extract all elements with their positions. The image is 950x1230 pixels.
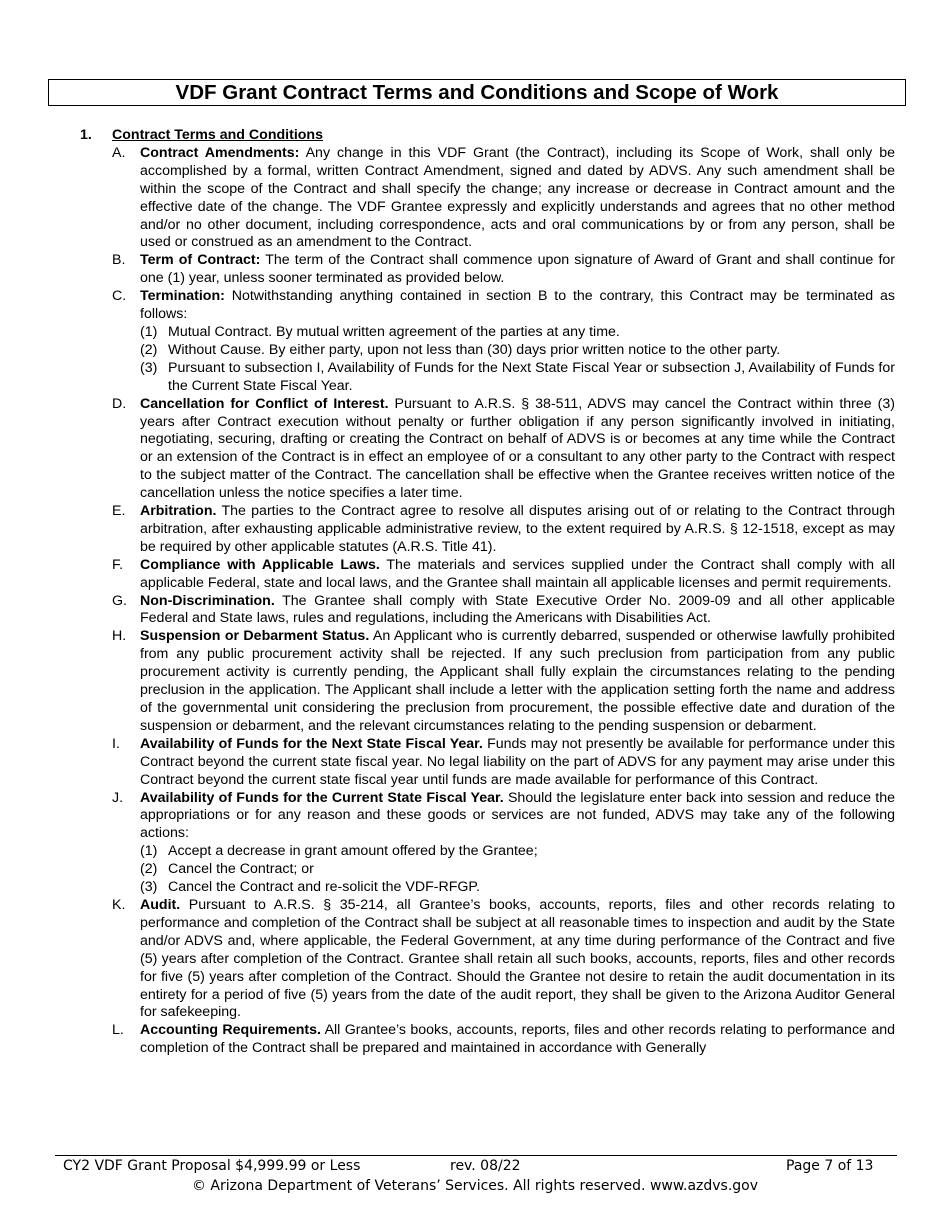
clause-subitem [140, 843, 895, 861]
clause-text: The parties to the Contract agree to resolve all disputes arising out of or relating to the Contract through arbitration, after exhausting applicable administrative review, to the extent required by A.R.S. § 12-1518, except as may be required by other applicable statutes (A.R.S. Title 41). [140, 503, 895, 555]
clause-text: The Grantee shall comply with State Executive Order No. 2009-09 and all other applicable Federal and State laws, rules and regulations, including the Americans with Disabilities Act. [140, 592, 895, 627]
clause-item [80, 1022, 895, 1058]
clause-text: Pursuant to A.R.S. § 38-511, ADVS may cancel the Contract within three (3) years after Contract execution without penalty or further obligation if any person significantly involved in initiating, negotiating, securing, drafting or creating the Contract on behalf of ADVS is or becomes at any time while the Contract or an extension of the Contract is in effect an employee of or a consultant to any other party to the Contract with respect to the subject matter of the Contract. The cancellation shall be effective when the Grantee receives written notice of the cancellation unless the notice specifies a later time. [140, 395, 895, 502]
document-body [80, 127, 895, 1058]
subitem-text: Mutual Contract. By mutual written agreement of the parties at any time. [168, 323, 620, 340]
subitem-text: Cancel the Contract; or [168, 861, 314, 878]
clause-letter: C. [112, 288, 127, 305]
subitem-number: (1) [140, 843, 158, 860]
clause-text: An Applicant who is currently debarred, suspended or otherwise lawfully prohibited from any public procurement activity shall be rejected. If any such preclusion from participation from any public procurement activity is currently pending, the Applicant shall fully explain the circumstances relating to the pending preclusion in the application. The Applicant shall include a letter with the application setting forth the name and address of the governmental unit considering the preclusion from procurement, the possible effective date and duration of the suspension or debarment, and the relevant circumstances relating to the pending suspension or debarment. [140, 628, 895, 734]
clause-letter: G. [112, 592, 127, 609]
clause-item [80, 557, 895, 593]
footer-revision: rev. 08/22 [450, 1158, 521, 1174]
clause-heading: Contract Amendments: [140, 144, 300, 161]
clause-body [140, 396, 895, 503]
section-number: 1. [80, 127, 92, 143]
clause-heading: Suspension or Debarment Status. [140, 628, 370, 645]
clause-item [80, 288, 895, 395]
clause-letter: K. [112, 896, 126, 913]
subitem-text: Without Cause. By either party, upon not less than (30) days prior written notice to the other party. [168, 341, 781, 358]
clause-subitem [140, 360, 895, 396]
subitem-text: Pursuant to subsection I, Availability of Funds for the Next State Fiscal Year or subsection J, Availability of Funds for the Current State Fiscal Year. [168, 359, 895, 394]
clause-text: The term of the Contract shall commence upon signature of Award of Grant and shall continue for one (1) year, unless sooner terminated as provided below. [140, 252, 895, 287]
clause-body [140, 593, 895, 629]
subitem-number: (2) [140, 861, 158, 878]
clause-letter: J. [112, 789, 124, 806]
clause-letter: I. [112, 735, 120, 752]
clause-item [80, 396, 895, 503]
clause-heading: Availability of Funds for the Current State Fiscal Year. [140, 789, 504, 806]
clause-text: Pursuant to A.R.S. § 35-214, all Grantee’s books, accounts, reports, files and other records relating to performance and completion of the Contract shall be subject at all reasonable times to inspection and audit by the State and/or ADVS and, where applicable, the Federal Government, at any time during performance of the Contract and five (5) years after completion of the Contract. Grantee shall retain all such books, accounts, reports, files and other records for five (5) years after completion of the Contract. Should the Grantee not desire to retain the audit documentation in its entirety for a period of five (5) years from the date of the audit report, they shall be given to the Arizona Auditor General for safekeeping. [140, 896, 895, 1021]
clause-text: The materials and services supplied under the Contract shall comply with all applicable Federal, state and local laws, and the Grantee shall maintain all applicable licenses and permit requirements. [140, 556, 895, 591]
section-title: Contract Terms and Conditions [112, 127, 323, 143]
clause-subitem [140, 861, 895, 879]
clause-heading: Non-Discrimination. [140, 592, 275, 609]
clause-text: Should the legislature enter back into session and reduce the appropriations or for any reason and these goods or services are not funded, ADVS may take any of the following actions: [140, 789, 896, 842]
clause-heading: Term of Contract: [140, 252, 261, 269]
clause-body [140, 145, 895, 252]
clause-heading: Cancellation for Conflict of Interest. [140, 395, 389, 412]
clause-heading: Arbitration. [140, 503, 217, 520]
clause-item [80, 736, 895, 790]
clause-letter: A. [112, 144, 126, 161]
clause-text: Any change in this VDF Grant (the Contract), including its Scope of Work, shall only be accomplished by a formal, written Contract Amendment, signed and dated by ADVS. Any such amendment shall be within the scope of the Contract and shall specify the change; any increase or decrease in Contract amount and the effective date of the change. The VDF Grantee expressly and explicitly understands and agrees that no other method and/or no other document, including correspondence, acts and oral communications by or from any person, shall be used or construed as an amendment to the Contract. [140, 144, 896, 251]
footer-copyright: © Arizona Department of Veterans’ Services. All rights reserved. www.azdvs.gov [191, 1178, 759, 1194]
clause-heading: Availability of Funds for the Next State Fiscal Year. [140, 735, 483, 752]
clause-text: Notwithstanding anything contained in section B to the contrary, this Contract may be terminated as follows: [140, 288, 895, 323]
clause-letter: D. [112, 395, 127, 412]
subitem-number: (1) [140, 323, 158, 340]
clause-heading: Audit. [140, 896, 181, 913]
clause-subitem [140, 324, 895, 342]
footer-doc-name: CY2 VDF Grant Proposal $4,999.99 or Less [63, 1158, 361, 1174]
clause-item [80, 593, 895, 629]
clause-letter: H. [112, 628, 127, 645]
footer-page-number: Page 7 of 13 [786, 1158, 874, 1174]
subitem-number: (2) [140, 341, 158, 358]
clause-text: Funds may not presently be available for performance under this Contract beyond the current state fiscal year. No legal liability on the part of ADVS for any payment may arise under this Contract beyond the current state fiscal year until funds are made available for performance of this Contract. [140, 735, 895, 788]
clause-body [140, 790, 895, 844]
clause-item [80, 503, 895, 557]
page-title: VDF Grant Contract Terms and Conditions and Scope of Work [48, 79, 906, 106]
clause-body [140, 897, 895, 1022]
section-heading [80, 127, 895, 145]
clause-body [140, 557, 895, 593]
subitem-text: Cancel the Contract and re-solicit the VDF-RFGP. [168, 879, 480, 896]
clause-item [80, 790, 895, 897]
clause-list [80, 145, 895, 1058]
clause-letter: F. [112, 556, 124, 573]
clause-body [140, 736, 895, 790]
subitem-text: Accept a decrease in grant amount offered by the Grantee; [168, 843, 538, 860]
clause-heading: Compliance with Applicable Laws. [140, 556, 380, 573]
clause-letter: B. [112, 252, 126, 269]
clause-body [140, 288, 895, 324]
clause-item [80, 252, 895, 288]
clause-item [80, 628, 895, 735]
clause-body [140, 503, 895, 557]
clause-body [140, 252, 895, 288]
clause-body [140, 1022, 895, 1058]
subitem-number: (3) [140, 359, 158, 376]
clause-subitem [140, 342, 895, 360]
footer-divider [55, 1155, 897, 1156]
clause-body [140, 628, 895, 735]
clause-subitem [140, 879, 895, 897]
clause-letter: E. [112, 503, 126, 520]
clause-item [80, 897, 895, 1022]
clause-text: All Grantee’s books, accounts, reports, files and other records relating to performance and completion of the Contract shall be prepared and maintained in accordance with Generally [140, 1022, 895, 1057]
clause-item [80, 145, 895, 252]
clause-heading: Accounting Requirements. [140, 1022, 321, 1039]
subitem-number: (3) [140, 879, 158, 896]
clause-heading: Termination: [140, 288, 225, 305]
clause-letter: L. [112, 1022, 124, 1039]
